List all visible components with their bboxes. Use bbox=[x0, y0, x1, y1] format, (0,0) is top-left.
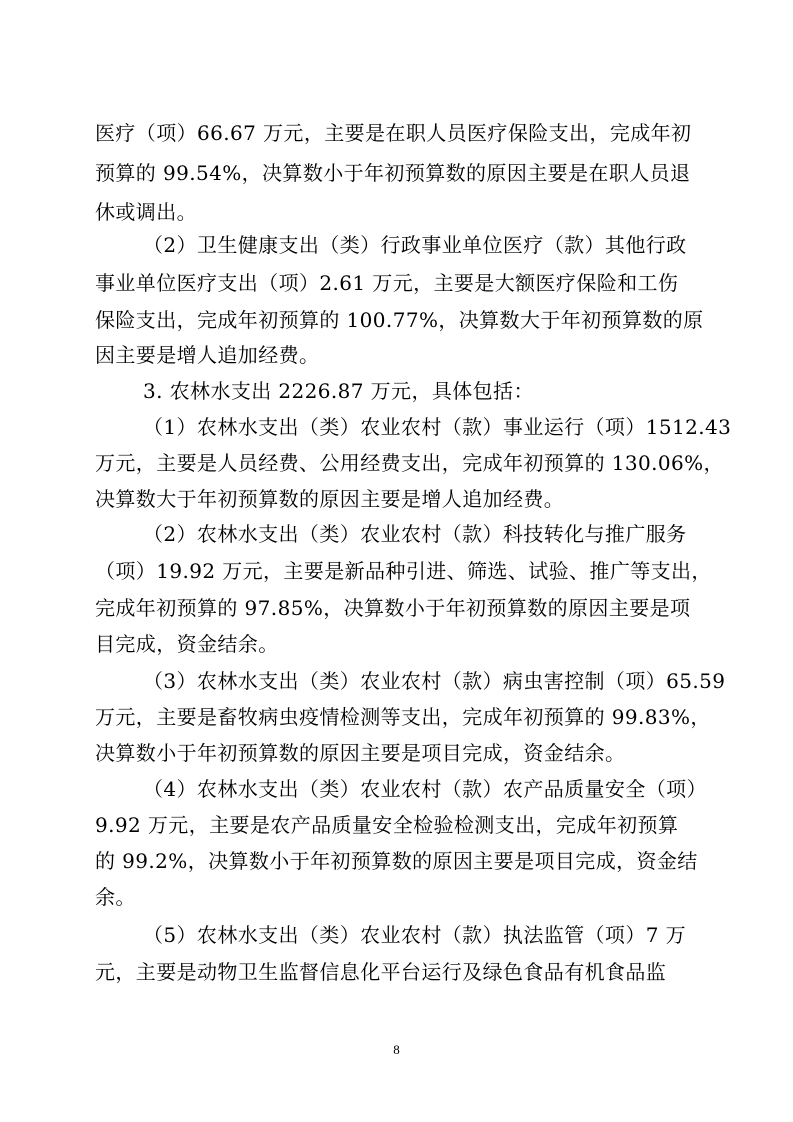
text-line: 预算的 99.54%，决算数小于年初预算数的原因主要是在职人员退 bbox=[95, 161, 691, 185]
text-line: 保险支出，完成年初预算的 100.77%，决算数大于年初预算数的原 bbox=[95, 308, 704, 332]
page-number: 8 bbox=[393, 1042, 400, 1057]
text-line: 因主要是增人追加经费。 bbox=[95, 343, 320, 367]
text-line: （1）农林水支出（类）农业农村（款）事业运行（项）1512.43 bbox=[143, 415, 732, 439]
text-line: 余。 bbox=[95, 885, 136, 909]
text-line: 事业单位医疗支出（项）2.61 万元，主要是大额医疗保险和工伤 bbox=[95, 271, 679, 295]
section-heading: 3. 农林水支出 2226.87 万元，具体包括： bbox=[143, 379, 534, 403]
text-line: 元，主要是动物卫生监督信息化平台运行及绿色食品有机食品监 bbox=[95, 960, 667, 984]
text-line: （项）19.92 万元，主要是新品种引进、筛选、试验、推广等支出， bbox=[95, 559, 712, 583]
text-line: （5）农林水支出（类）农业农村（款）执法监管（项）7 万 bbox=[143, 923, 687, 947]
text-line: （4）农林水支出（类）农业农村（款）农产品质量安全（项） bbox=[143, 777, 707, 801]
text-line: 完成年初预算的 97.85%，决算数小于年初预算数的原因主要是项 bbox=[95, 596, 691, 620]
text-line: （3）农林水支出（类）农业农村（款）病虫害控制（项）65.59 bbox=[143, 669, 726, 693]
text-line: （2）卫生健康支出（类）行政事业单位医疗（款）其他行政 bbox=[143, 233, 687, 257]
text-line: 休或调出。 bbox=[95, 200, 197, 224]
text-line: 万元，主要是人员经费、公用经费支出，完成年初预算的 130.06%， bbox=[95, 451, 724, 475]
text-line: 决算数小于年初预算数的原因主要是项目完成，资金结余。 bbox=[95, 741, 626, 765]
text-line: 目完成，资金结余。 bbox=[95, 632, 279, 656]
text-line: 万元，主要是畜牧病虫疫情检测等支出，完成年初预算的 99.83%， bbox=[95, 705, 711, 729]
text-line: （2）农林水支出（类）农业农村（款）科技转化与推广服务 bbox=[143, 522, 687, 546]
text-line: 医疗（项）66.67 万元，主要是在职人员医疗保险支出，完成年初 bbox=[95, 121, 692, 145]
text-line: 9.92 万元，主要是农产品质量安全检验检测支出，完成年初预算 bbox=[95, 813, 679, 837]
text-line: 的 99.2%，决算数小于年初预算数的原因主要是项目完成，资金结 bbox=[95, 849, 698, 873]
text-line: 决算数大于年初预算数的原因主要是增人追加经费。 bbox=[95, 487, 565, 511]
